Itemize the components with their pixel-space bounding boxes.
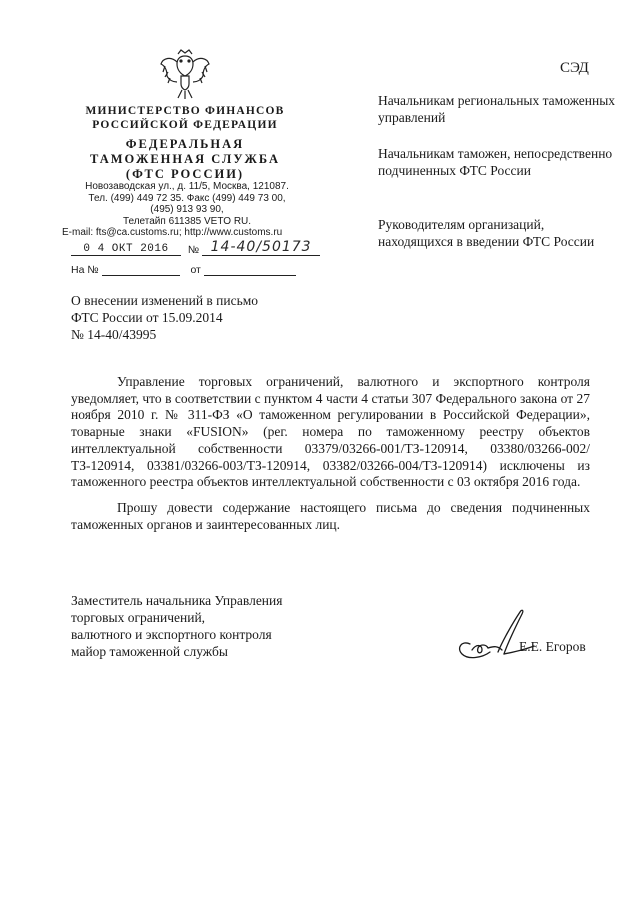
outgoing-registration: 0 4 ОКТ 2016 № 14-40/50173: [71, 239, 320, 256]
addressee-customs: Начальникам таможен, непосредственно подчиненных ФТС России: [378, 146, 613, 178]
reference-registration: На № от: [71, 263, 296, 276]
body-paragraph: Прошу довести содержание настоящего письма до сведения подчиненных таможенных органов и заинтересованных лиц.: [71, 499, 590, 532]
addressee-regional: Начальникам региональных таможенных управлений: [378, 93, 616, 125]
registration-number: 14-40/50173: [202, 239, 320, 256]
ministry-name: МИНИСТЕРСТВО ФИНАНСОВ РОССИЙСКОЙ ФЕДЕРАЦИИ: [85, 105, 285, 131]
signatory-title: Заместитель начальника Управления торговых ограничений, валютного и экспортного контроля майор таможенной службы: [71, 593, 283, 659]
state-emblem-icon: [160, 48, 210, 100]
reference-number-blank: [102, 263, 180, 276]
service-name: ФЕДЕРАЛЬНАЯ ТАМОЖЕННАЯ СЛУЖБА (ФТС РОССИИ): [90, 137, 280, 181]
letter-body: [71, 374, 590, 533]
letter-subject: О внесении изменений в письмо ФТС России от 15.09.2014 № 14-40/43995: [71, 293, 259, 342]
addressee-organizations: Руководителям организаций, находящихся в введении ФТС России: [378, 217, 595, 249]
registration-date: 0 4 ОКТ 2016: [71, 243, 181, 256]
contact-details: Новозаводская ул., д. 11/5, Москва, 121087. Тел. (499) 449 72 35. Факс (499) 449 73 00, (495) 913 93 90, Телетайп 611385 VETO RU. E-mail: fts@ca.customs.ru; http://www.customs.ru: [62, 181, 312, 239]
document-system-mark: СЭД: [560, 60, 589, 76]
email-line: E-mail: fts@ca.customs.ru; http://www.customs.ru: [62, 227, 283, 238]
handwritten-signature: [448, 608, 538, 668]
body-paragraph: Управление торговых ограничений, валютного и экспортного контроля уведомляет, что в соответствии с пунктом 4 части 4 статьи 307 Федерального закона от 27 ноября 2010 г. № 311-ФЗ «О таможенном регулировании в Российской Федерации», товарные знаки «FUSION» (рег. номера по таможенному реестру объектов интеллектуальной собственности 03379/03266-001/ТЗ-120914, 03380/03266-002/ТЗ-120914, 03381/03266-003/ТЗ-120914, 03382/03266-004/ТЗ-120914) исключены из таможенного реестра объектов интеллектуальной собственности с 03 октября 2016 года.: [71, 374, 590, 490]
reference-date-blank: [204, 263, 296, 276]
signer-name: Е.Е. Егоров: [519, 639, 586, 654]
